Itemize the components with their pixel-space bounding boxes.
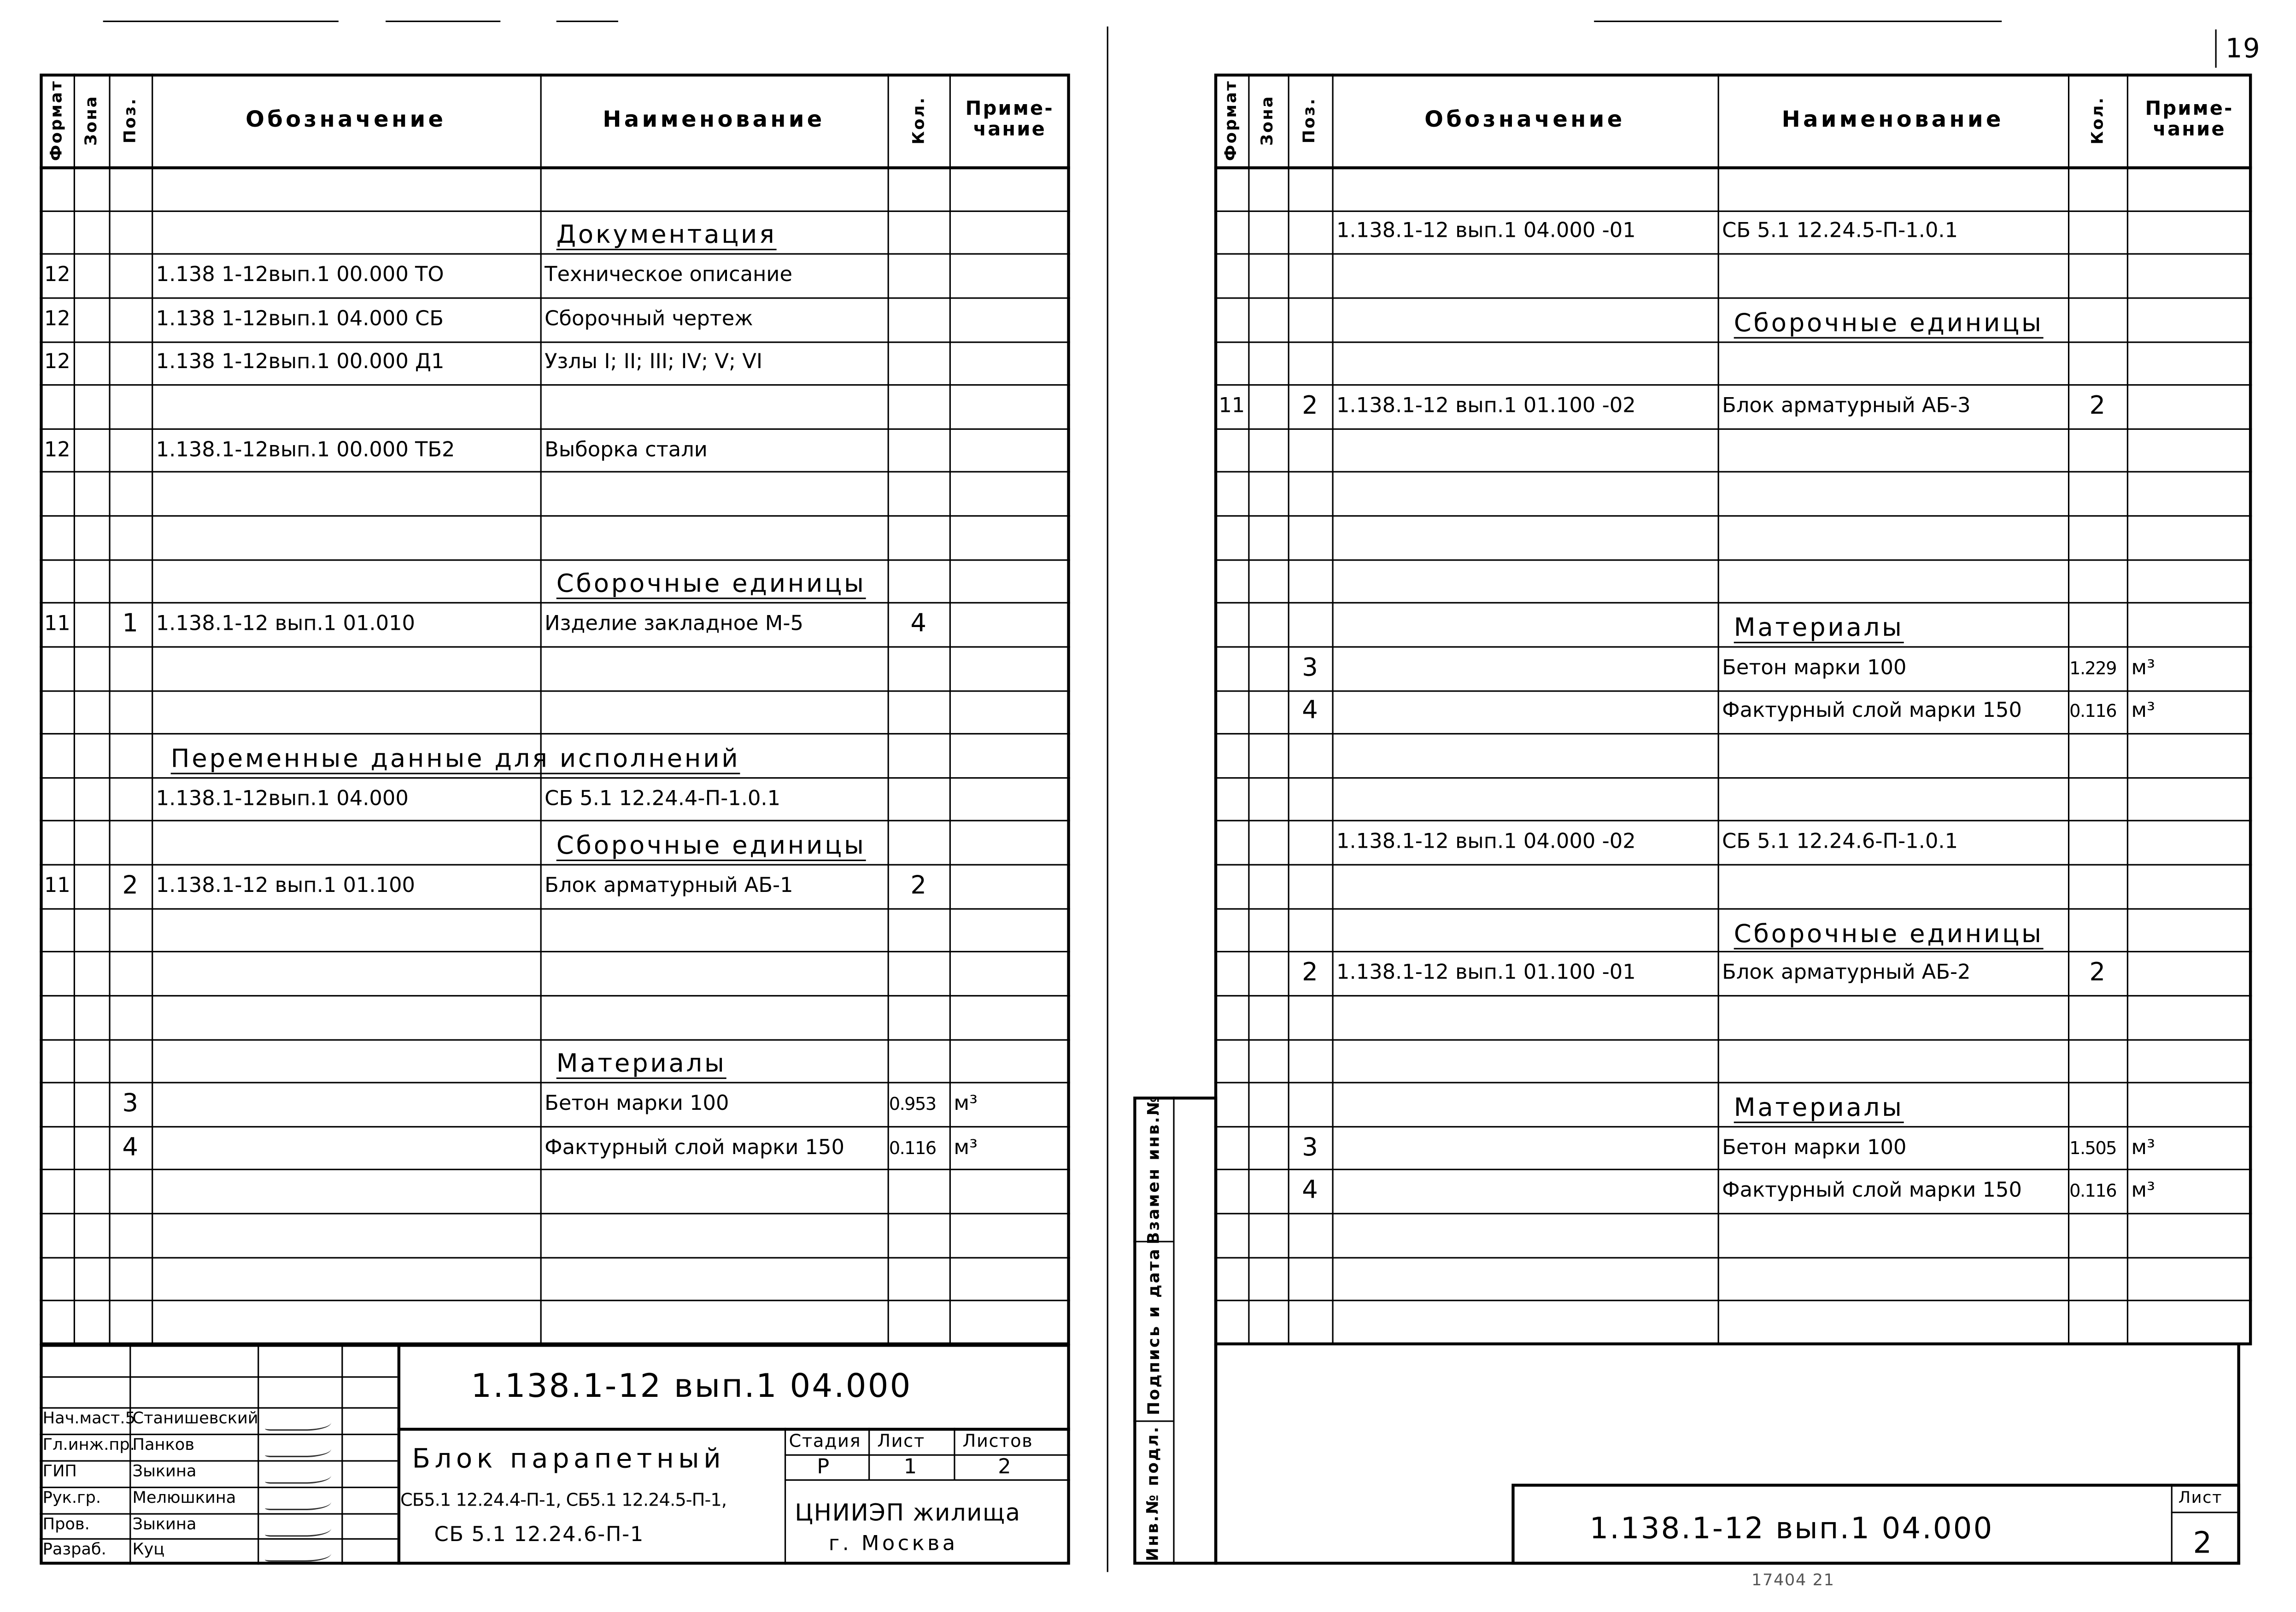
stage-value: Р <box>817 1455 830 1479</box>
table-row <box>40 908 1070 951</box>
staff-name: Зыкина <box>132 1514 197 1534</box>
document-code: 1.138.1-12 вып.1 04.000 <box>471 1369 912 1406</box>
table-row <box>1214 1213 2252 1257</box>
header-zone <box>1248 74 1288 166</box>
cell-qty: 0.116 <box>2069 701 2116 722</box>
cell-name: Блок арматурный АБ-3 <box>1722 394 1971 418</box>
sheet-value: 1 <box>903 1455 918 1479</box>
organization-city: г. Москва <box>828 1532 958 1556</box>
stage-label: Стадия <box>789 1430 861 1452</box>
cell-name: СБ 5.1 12.24.5-П-1.0.1 <box>1722 220 1958 244</box>
header-format <box>40 74 73 166</box>
document-title: Блок парапетный <box>412 1444 726 1475</box>
page-number-divider <box>2215 29 2216 68</box>
signature-date-label: Подпись и дата <box>1143 1247 1163 1415</box>
staff-name: Зыкина <box>132 1461 197 1481</box>
sheet-label: Лист <box>2178 1488 2223 1507</box>
page-number: 19 <box>2225 34 2261 65</box>
cell-name: Бетон марки 100 <box>545 1092 729 1116</box>
footer-stamp: 17404 21 <box>1751 1571 1835 1590</box>
table-row <box>40 1300 1070 1344</box>
signature-icon <box>265 1463 331 1484</box>
cell-format: 11 <box>1218 394 1245 418</box>
table-row <box>40 690 1070 733</box>
cell-designation: 1.138 1-12вып.1 00.000 Д1 <box>156 351 445 375</box>
table-row <box>1214 166 2252 210</box>
cell-pos: 2 <box>122 871 139 901</box>
header-pos-label: Поз. <box>120 97 140 143</box>
top-rule <box>1594 21 2002 22</box>
cell-name: Сборочный чертеж <box>545 307 753 331</box>
header-qty-label: Кол. <box>908 95 928 144</box>
cell-note: м³ <box>954 1136 978 1160</box>
table-row <box>40 995 1070 1039</box>
replace-inv-label: Взамен инв.№ <box>1143 1094 1163 1244</box>
cell-note: м³ <box>954 1092 978 1116</box>
cell-pos: 4 <box>1302 697 1318 727</box>
header-name: Наименование <box>1781 105 2004 132</box>
cell-designation: 1.138.1-12 вып.1 01.010 <box>156 612 416 636</box>
cell-pos: 3 <box>122 1089 139 1119</box>
cell-designation: 1.138.1-12 вып.1 01.100 -02 <box>1336 394 1636 418</box>
cell-qty: 4 <box>910 610 926 639</box>
cell-format: 12 <box>44 438 70 462</box>
cell-format: 11 <box>44 612 70 636</box>
cell-format: 12 <box>44 351 70 375</box>
header-designation: Обозначение <box>246 105 446 132</box>
cell-designation: 1.138.1-12 вып.1 04.000 -01 <box>1336 220 1636 244</box>
table-row <box>40 515 1070 559</box>
cell-format: 11 <box>44 874 70 898</box>
table-row <box>40 1169 1070 1213</box>
header-zone-label: Зона <box>1258 94 1277 146</box>
table-row <box>1214 777 2252 821</box>
table-row <box>1214 1257 2252 1301</box>
sheets-value: 2 <box>998 1455 1012 1479</box>
header-pos <box>1288 74 1332 166</box>
staff-role: Нач.маст.5 <box>42 1408 135 1428</box>
header-zone-label: Зона <box>81 94 100 146</box>
header-format-label: Формат <box>1221 79 1241 161</box>
section-heading: Переменные данные для исполнений <box>170 744 740 774</box>
staff-name: Куц <box>132 1539 165 1559</box>
document-subtitle-2: СБ 5.1 12.24.6-П-1 <box>434 1523 644 1547</box>
top-rule <box>103 21 339 22</box>
staff-name: Мелюшкина <box>132 1488 236 1507</box>
cell-designation: 1.138 1-12вып.1 00.000 ТО <box>156 264 444 287</box>
cell-name: Фактурный слой марки 150 <box>1722 1179 2022 1203</box>
table-row <box>1214 253 2252 297</box>
table-row <box>40 384 1070 428</box>
header-designation: Обозначение <box>1424 105 1625 132</box>
table-row <box>1214 428 2252 472</box>
cell-designation: 1.138.1-12 вып.1 01.100 -01 <box>1336 961 1636 985</box>
sheet-label: Лист <box>877 1430 925 1452</box>
staff-role: ГИП <box>42 1461 77 1481</box>
cell-name: Выборка стали <box>545 438 708 462</box>
cell-name: Узлы I; II; III; IV; V; VI <box>545 351 763 375</box>
document-code: 1.138.1-12 вып.1 04.000 <box>1589 1510 1994 1546</box>
cell-designation: 1.138 1-12вып.1 04.000 СБ <box>156 307 444 331</box>
cell-qty: 1.229 <box>2069 657 2116 679</box>
cell-designation: 1.138.1-12 вып.1 04.000 -02 <box>1336 830 1636 854</box>
section-heading: Материалы <box>556 1050 726 1080</box>
signature-icon <box>265 1489 331 1510</box>
cell-qty: 0.116 <box>889 1137 936 1158</box>
signature-icon <box>265 1516 331 1537</box>
top-rule <box>556 21 618 22</box>
header-format-label: Формат <box>47 79 66 161</box>
cell-note: м³ <box>2131 1136 2155 1160</box>
section-heading: Сборочные единицы <box>556 832 866 862</box>
cell-format: 12 <box>44 264 70 287</box>
cell-designation: 1.138.1-12 вып.1 01.100 <box>156 874 416 898</box>
cell-name: Блок арматурный АБ-1 <box>545 874 793 898</box>
cell-qty: 2 <box>910 871 926 901</box>
inv-original-label: Инв.№ подл. <box>1143 1424 1163 1561</box>
cell-note: м³ <box>2131 656 2155 680</box>
cell-designation: 1.138.1-12вып.1 00.000 ТБ2 <box>156 438 455 462</box>
cell-pos: 3 <box>1302 1133 1318 1162</box>
organization-name: ЦНИИЭП жилища <box>795 1498 1021 1527</box>
section-heading: Материалы <box>1734 614 1904 644</box>
staff-role: Пров. <box>42 1514 90 1534</box>
header-note: Приме- чание <box>2145 98 2234 141</box>
cell-pos: 4 <box>122 1133 139 1162</box>
header-pos <box>109 74 152 166</box>
cell-name: СБ 5.1 12.24.4-П-1.0.1 <box>545 787 781 811</box>
cell-note: м³ <box>2131 1179 2155 1203</box>
table-row <box>1214 1038 2252 1082</box>
cell-pos: 2 <box>1302 958 1318 988</box>
table-row <box>1214 472 2252 516</box>
header-pos-label: Поз. <box>1300 97 1319 143</box>
section-heading: Документация <box>556 221 777 251</box>
cell-name: Блок арматурный АБ-2 <box>1722 961 1971 985</box>
signature-icon <box>265 1410 331 1431</box>
header-qty <box>888 74 949 166</box>
sheets-label: Листов <box>962 1430 1033 1452</box>
cell-name: СБ 5.1 12.24.6-П-1.0.1 <box>1722 830 1958 854</box>
table-row <box>1214 341 2252 385</box>
staff-role: Разраб. <box>42 1539 106 1559</box>
cell-note: м³ <box>2131 699 2155 723</box>
cell-pos: 3 <box>1302 653 1318 683</box>
table-row <box>40 951 1070 995</box>
header-zone <box>74 74 109 166</box>
cell-name: Бетон марки 100 <box>1722 656 1907 680</box>
page-fold-line <box>1107 27 1108 1572</box>
section-heading: Сборочные единицы <box>556 570 866 600</box>
signature-icon <box>265 1436 331 1457</box>
section-heading: Материалы <box>1734 1093 1904 1123</box>
cell-designation: 1.138.1-12вып.1 04.000 <box>156 787 409 811</box>
section-heading: Сборочные единицы <box>1734 919 2044 949</box>
cell-name: Изделие закладное М-5 <box>545 612 803 636</box>
table-row <box>40 646 1070 690</box>
header-qty <box>2068 74 2127 166</box>
staff-role: Рук.гр. <box>42 1488 101 1507</box>
table-row <box>40 166 1070 210</box>
sheet-value: 2 <box>2193 1525 2213 1560</box>
header-name: Наименование <box>603 105 825 132</box>
table-row <box>1214 1300 2252 1344</box>
table-row <box>40 472 1070 516</box>
staff-name: Панков <box>132 1435 194 1454</box>
cell-name: Бетон марки 100 <box>1722 1136 1907 1160</box>
table-row <box>1214 995 2252 1039</box>
cell-qty: 2 <box>2089 958 2106 988</box>
cell-pos: 4 <box>1302 1176 1318 1206</box>
table-row <box>1214 515 2252 559</box>
cell-name: Фактурный слой марки 150 <box>1722 699 2022 723</box>
cell-pos: 2 <box>1302 391 1318 421</box>
section-heading: Сборочные единицы <box>1734 308 2044 338</box>
signature-icon <box>265 1541 331 1562</box>
cell-qty: 2 <box>2089 391 2106 421</box>
cell-pos: 1 <box>122 610 139 639</box>
cell-name: Фактурный слой марки 150 <box>545 1136 844 1160</box>
cell-qty: 1.505 <box>2069 1137 2116 1158</box>
table-row <box>1214 864 2252 908</box>
table-row <box>40 1257 1070 1301</box>
table-row <box>1214 733 2252 777</box>
table-row <box>1214 559 2252 603</box>
staff-name: Станишевский <box>132 1408 258 1428</box>
document-subtitle-1: СБ5.1 12.24.4-П-1, СБ5.1 12.24.5-П-1, <box>400 1489 727 1511</box>
cell-format: 12 <box>44 307 70 331</box>
header-note: Приме- чание <box>965 98 1054 141</box>
header-format <box>1214 74 1248 166</box>
table-row <box>40 1213 1070 1257</box>
header-qty-label: Кол. <box>2087 95 2107 144</box>
cell-name: Техническое описание <box>545 264 792 287</box>
top-rule <box>386 21 500 22</box>
cell-qty: 0.116 <box>2069 1181 2116 1202</box>
cell-qty: 0.953 <box>889 1093 936 1114</box>
staff-role: Гл.инж.пр. <box>42 1435 135 1454</box>
